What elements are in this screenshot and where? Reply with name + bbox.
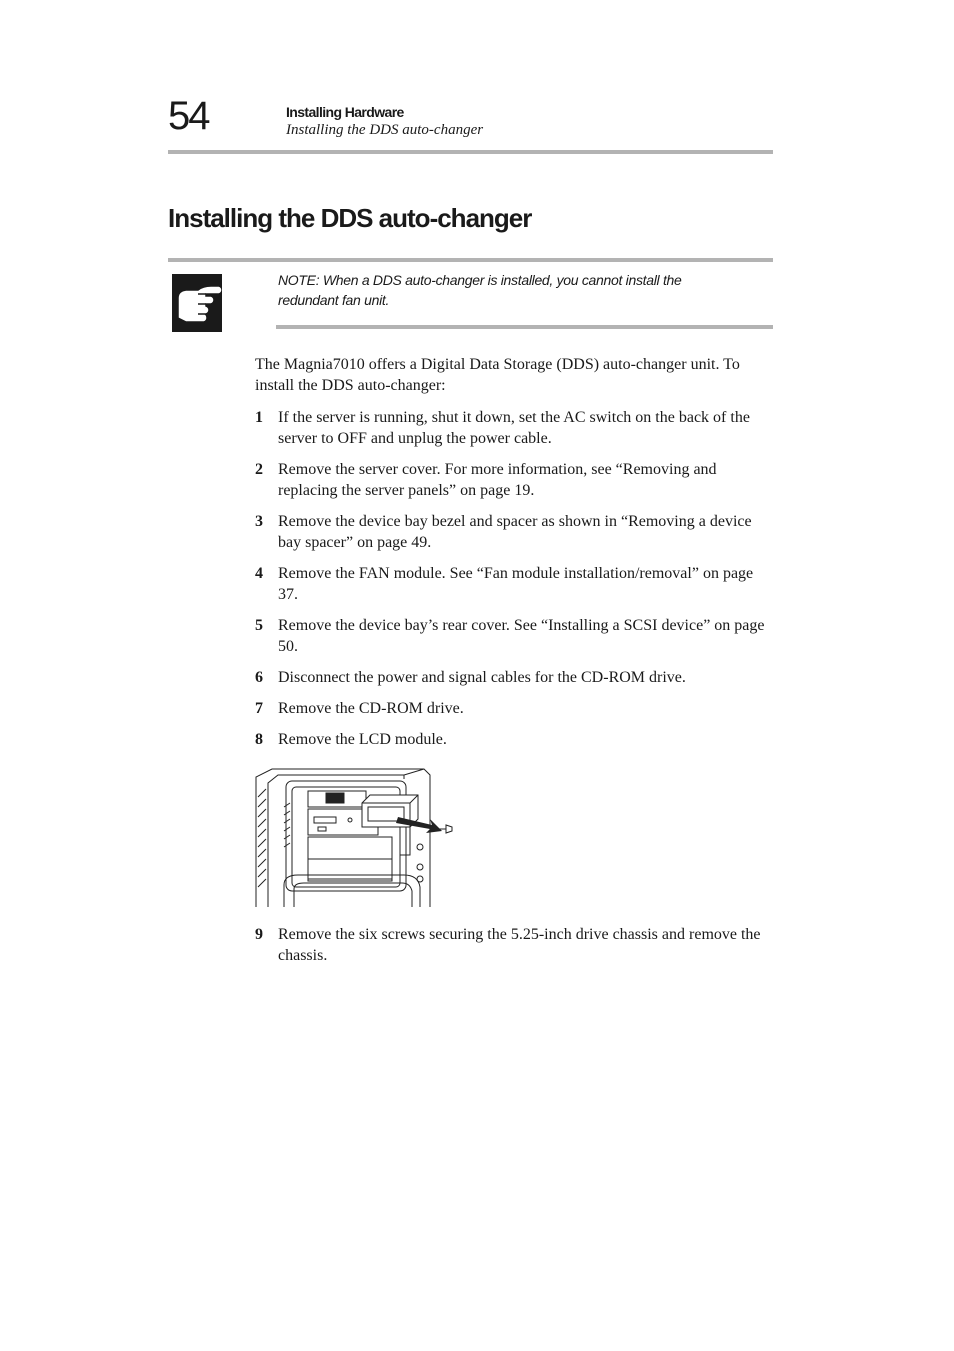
- intro-paragraph: The Magnia7010 offers a Digital Data Storage (DDS) auto-changer unit. To install the DDS auto-changer:: [255, 356, 740, 394]
- section-title: Installing the DDS auto-changer: [286, 122, 484, 138]
- page-number: 54: [168, 94, 209, 138]
- step-number: 6: [255, 669, 263, 686]
- step-number: 5: [255, 617, 263, 634]
- step-text: Remove the FAN module. See “Fan module installation/removal” on page 37.: [278, 565, 754, 603]
- steps-list: [255, 407, 775, 760]
- list-item: [255, 698, 775, 719]
- step-number: 2: [255, 461, 263, 478]
- note-text: NOTE: When a DDS auto-changer is installed, you cannot install the redundant fan unit.: [278, 272, 682, 308]
- list-item: [255, 459, 775, 501]
- header-divider: [168, 150, 773, 154]
- step-number: 1: [255, 409, 263, 426]
- note-divider-top: [168, 258, 773, 262]
- pointing-hand-icon: [172, 274, 222, 332]
- step-number: 8: [255, 731, 263, 748]
- note-divider-bottom: [276, 325, 773, 329]
- step-text: Disconnect the power and signal cables for the CD-ROM drive.: [278, 669, 686, 686]
- list-item: [255, 407, 775, 449]
- list-item: [255, 563, 775, 605]
- step-text: Remove the six screws securing the 5.25-inch drive chassis and remove the chassis.: [278, 926, 761, 964]
- step-text: Remove the CD-ROM drive.: [278, 700, 464, 717]
- step-text: Remove the server cover. For more information, see “Removing and replacing the server panels” on page 19.: [278, 461, 717, 499]
- steps-list-continued: [255, 924, 775, 976]
- list-item: [255, 511, 775, 553]
- step-number: 4: [255, 565, 263, 582]
- chapter-title: Installing Hardware: [286, 104, 404, 120]
- list-item: [255, 924, 775, 966]
- step-text: Remove the device bay bezel and spacer as shown in “Removing a device bay spacer” on page 49.: [278, 513, 752, 551]
- list-item: [255, 729, 775, 750]
- running-head: [286, 104, 483, 139]
- list-item: [255, 667, 775, 688]
- step-text: Remove the LCD module.: [278, 731, 447, 748]
- step-number: 3: [255, 513, 263, 530]
- step-number: 9: [255, 926, 263, 943]
- page-title: Installing the DDS auto-changer: [168, 203, 532, 233]
- step-text: Remove the device bay’s rear cover. See “Installing a SCSI device” on page 50.: [278, 617, 765, 655]
- list-item: [255, 615, 775, 657]
- lcd-module-removal-illustration: [254, 767, 466, 909]
- step-number: 7: [255, 700, 263, 717]
- step-text: If the server is running, shut it down, set the AC switch on the back of the server to OFF and unplug the power cable.: [278, 409, 750, 447]
